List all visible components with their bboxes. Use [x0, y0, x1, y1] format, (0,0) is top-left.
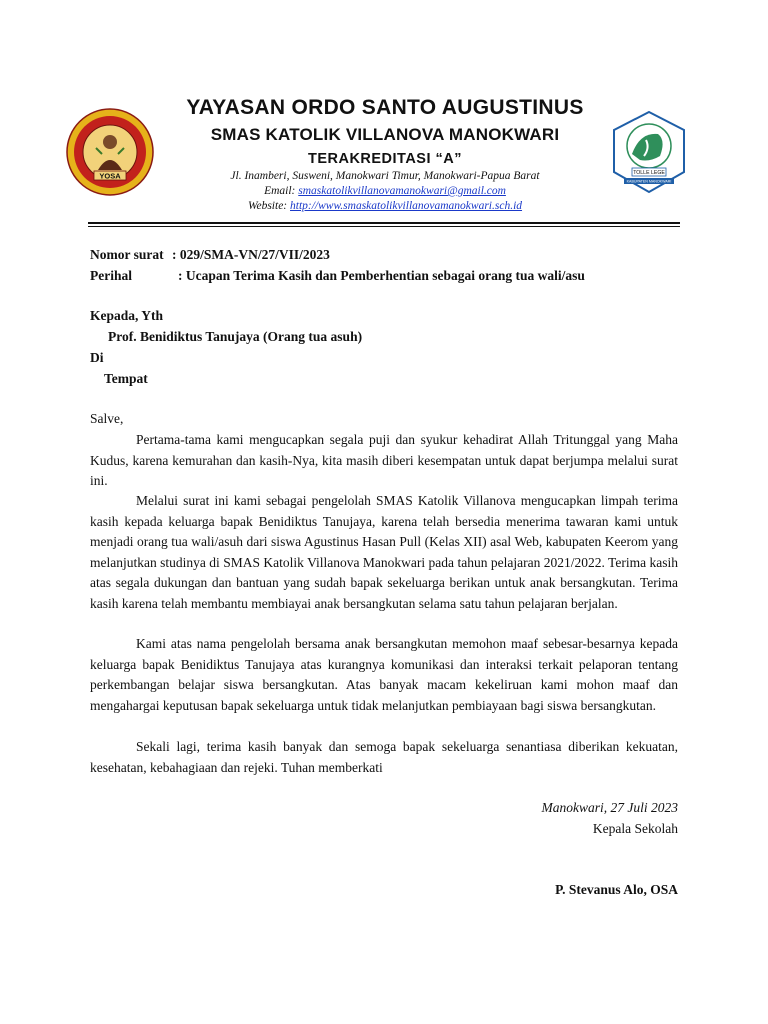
school-name: SMAS KATOLIK VILLANOVA MANOKWARI	[210, 125, 560, 144]
header-divider-thin	[88, 226, 680, 227]
yosa-seal-logo	[66, 108, 154, 196]
signature-place-date: Manokwari, 27 Juli 2023	[541, 800, 678, 815]
seal-logo-text: YOSA	[99, 171, 121, 181]
school-emblem-logo	[610, 110, 688, 194]
email-label: Email:	[264, 185, 296, 197]
signature-role: Kepala Sekolah	[592, 821, 678, 836]
website-line	[160, 200, 610, 212]
recipient-salutation: Kepada, Yth	[90, 308, 164, 323]
accreditation-text: TERAKREDITASI “A”	[307, 151, 463, 167]
header-divider-thick	[88, 222, 680, 224]
paragraph-1: Pertama-tama kami mengucapkan segala puji dan syukur kehadirat Allah Tritunggal yang Maha Kudus, karena kemurahan dan kasih-Nya, kita masih diberi kesempatan untuk dapat berjumpa melalui surat ini.	[90, 432, 678, 488]
paragraph-4: Sekali lagi, terima kasih banyak dan semoga bapak sekeluarga senantiasa diberikan kekuatan, kesehatan, kebahagiaan dan rejeki. Tuhan memberkati	[90, 739, 678, 775]
school-address: Jl. Inamberi, Susweni, Manokwari Timur, Manokwari-Papua Barat	[230, 170, 540, 182]
emblem-motto-text: TOLLE LEGE	[633, 170, 665, 176]
paragraph-2: Melalui surat ini kami sebagai pengelolah SMAS Katolik Villanova mengucapkan limpah terima kasih kepada keluarga bapak Benidiktus Tanujaya, karena telah bersedia menerima tawaran kami untuk menjadi orang tua wali/asuh dari siswa Agustinus Hasan Pull (Kelas XII) asal Web, kabupaten Keerom yang melanjutkan studinya di SMAS Katolik Villanova Manokwari pada tahun pelajaran 2021/2022. Terima kasih atas segala dukungan dan bantuan yang sudah bapak sekeluarga berikan untuk anak bersangkutan. Terima kasih karena telah membantu membiayai anak bersangkutan selama satu tahun pelajaran berjalan.	[90, 493, 678, 611]
subject-label: Perihal	[90, 268, 132, 283]
greeting: Salve,	[90, 411, 124, 426]
recipient-name: Prof. Benidiktus Tanujaya (Orang tua asuh)	[108, 329, 363, 344]
subject-value: : Ucapan Terima Kasih dan Pemberhentian sebagai orang tua wali/asu	[178, 268, 585, 283]
paragraph-3: Kami atas nama pengelolah bersama anak bersangkutan memohon maaf sebesar-besarnya kepada keluarga bapak Benidiktus Tanujaya atas kurangnya komunikasi dan interaksi terkait pelaporan tentang perkembangan belajar siswa bersangkutan. Atas banyak macam kekeliruan kami mohon maaf dan mengahargai keputusan bapak sekeluarga untuk tidak melanjutkan pembiayaan bagi siswa bersangkutan.	[90, 636, 678, 713]
number-value: : 029/SMA-VN/27/VII/2023	[172, 247, 330, 262]
number-label: Nomor surat	[90, 247, 164, 262]
recipient-place: Tempat	[104, 371, 148, 386]
website-link[interactable]: http://www.smaskatolikvillanovamanokwari.sch.id	[290, 200, 523, 212]
email-link[interactable]: smaskatolikvillanovamanokwari@gmail.com	[298, 185, 506, 197]
email-line	[160, 185, 610, 197]
recipient-di: Di	[90, 350, 104, 365]
emblem-region-text: KABUPATEN MANOKWARI	[626, 179, 672, 184]
organization-name: YAYASAN ORDO SANTO AUGUSTINUS	[186, 96, 584, 119]
signature-name: P. Stevanus Alo, OSA	[555, 882, 678, 897]
website-label: Website:	[247, 200, 288, 212]
